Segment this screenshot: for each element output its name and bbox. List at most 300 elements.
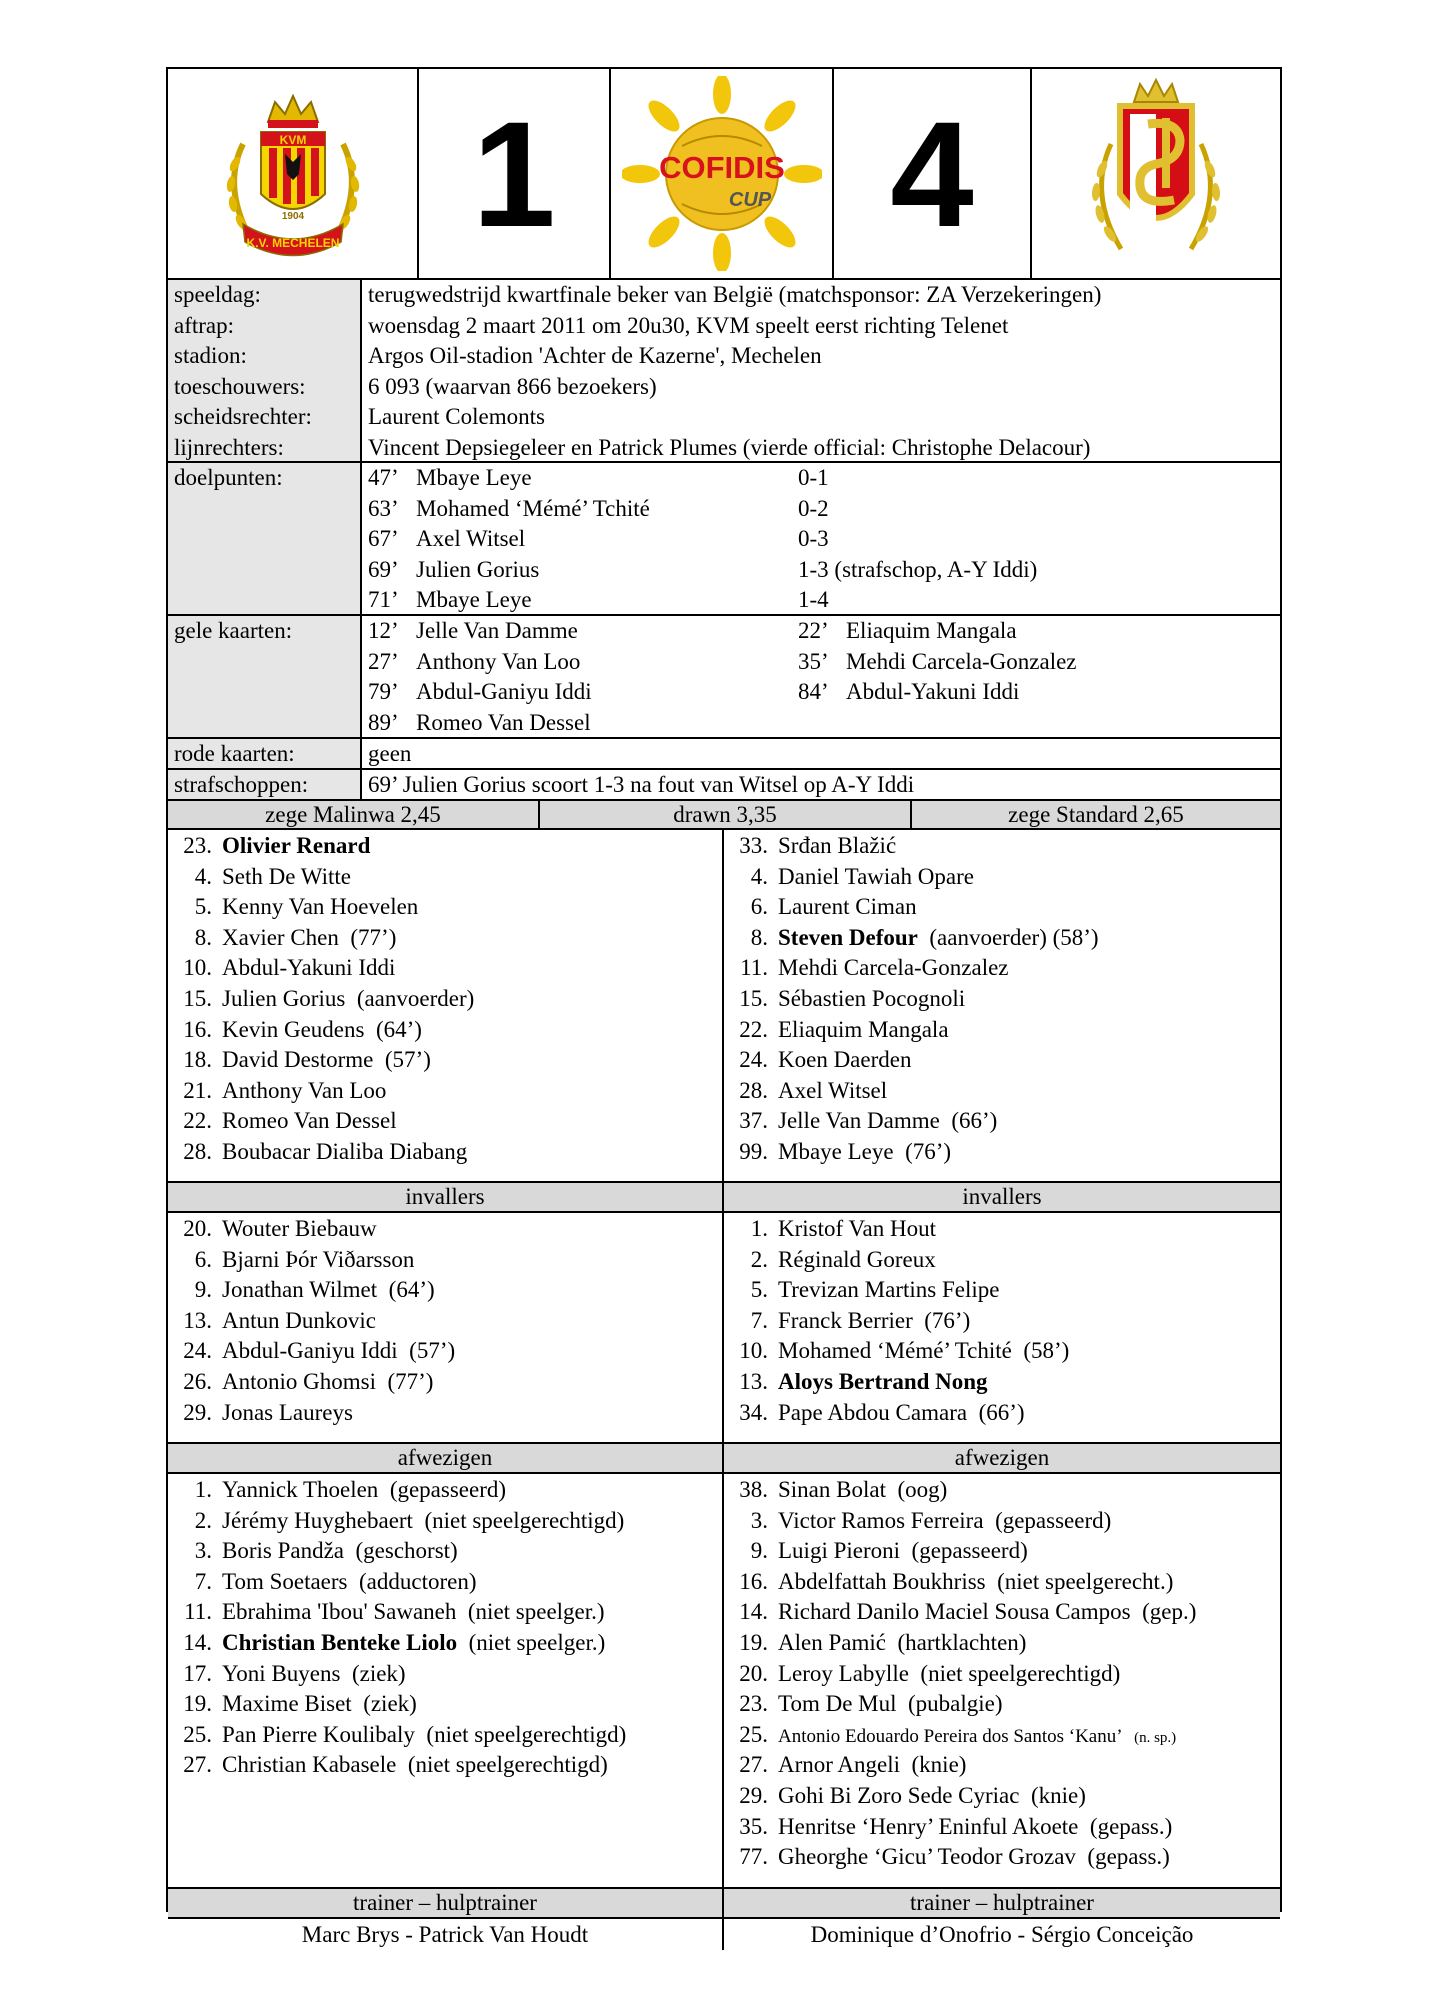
goal-score: 1-4 <box>798 587 829 612</box>
goals-section <box>168 463 1280 616</box>
label-stadion: stadion: <box>174 343 247 368</box>
penalties-label-text: strafschoppen: <box>174 772 309 797</box>
label-aftrap: aftrap: <box>174 312 235 338</box>
absent-row <box>724 1597 1280 1628</box>
absent-row <box>724 1536 1280 1567</box>
player-note: (77’) <box>350 924 397 950</box>
player-name-cell <box>778 1567 1173 1598</box>
player-number: 21. <box>183 1077 212 1103</box>
absent-home <box>168 1474 724 1887</box>
lineup-row <box>724 1015 1280 1046</box>
goal-event <box>368 494 1280 525</box>
player-number: 3. <box>750 1507 768 1533</box>
value-scheidsrechter: Laurent Colemonts <box>368 404 545 429</box>
lineup-row <box>724 1076 1280 1107</box>
goal-scorer: Mbaye Leye <box>416 465 532 490</box>
player-note: (gepass.) <box>1089 1813 1173 1839</box>
player-name: Antun Dunkovic <box>222 1307 376 1333</box>
lineup-row <box>724 1045 1280 1076</box>
absent-row <box>168 1475 722 1506</box>
player-name-cell <box>222 1045 431 1076</box>
away-score-cell <box>834 69 1032 278</box>
player-number: 4. <box>194 863 212 889</box>
penalties-value <box>362 770 1280 799</box>
goals-label-text: doelpunten: <box>174 465 283 490</box>
player-note: (niet speelger.) <box>468 1629 606 1655</box>
player-name: Kevin Geudens <box>222 1016 365 1042</box>
player-name: Steven Defour <box>778 924 918 950</box>
trainer-header <box>168 1889 1280 1919</box>
lineup-row <box>168 892 722 923</box>
subs-header-home: invallers <box>168 1183 724 1211</box>
player-name-cell <box>778 984 965 1015</box>
absent-row <box>168 1567 722 1598</box>
yellow-card-player: Mehdi Carcela-Gonzalez <box>846 648 1077 674</box>
player-name-cell <box>778 1750 966 1781</box>
goal-scorer: Julien Gorius <box>416 556 540 582</box>
standard-liege-logo <box>1076 74 1236 274</box>
player-name-cell <box>778 1842 1170 1873</box>
player-number: 19. <box>739 1629 768 1655</box>
player-number: 13. <box>739 1368 768 1394</box>
player-name-cell <box>778 862 974 893</box>
trainer-header-home: trainer – hulptrainer <box>168 1889 724 1917</box>
yellow-card-player: Romeo Van Dessel <box>416 709 591 735</box>
player-number: 6. <box>750 894 768 920</box>
lineup-home <box>168 830 724 1181</box>
absent-row <box>724 1689 1280 1720</box>
player-name: Antonio Edouardo Pereira dos Santos ‘Kanu’ <box>778 1725 1123 1747</box>
player-name: Srđan Blažić <box>778 833 897 858</box>
lineup-away <box>724 830 1280 1181</box>
value-speeldag: terugwedstrijd kwartfinale beker van België (matchsponsor: ZA Verzekeringen) <box>368 282 1102 307</box>
yellow-card-minute: 27’ <box>368 648 399 674</box>
cup-logo-main: COFIDIS <box>658 150 785 185</box>
player-note: (58’) <box>1023 1338 1070 1364</box>
player-number: 5. <box>750 1277 768 1303</box>
player-number: 20. <box>739 1660 768 1686</box>
player-name-cell <box>222 1506 624 1537</box>
player-name-cell <box>222 1475 506 1506</box>
player-name: Luigi Pieroni <box>778 1538 901 1564</box>
yellow-card-away <box>798 647 1228 678</box>
player-name-cell <box>778 1245 936 1276</box>
player-number: 17. <box>183 1660 212 1686</box>
player-name: Romeo Van Dessel <box>222 1108 397 1134</box>
yellow-card-away <box>798 708 1228 739</box>
player-name: Henritse ‘Henry’ Eninful Akoete <box>778 1813 1079 1839</box>
player-name: Jonas Laureys <box>222 1399 353 1425</box>
substitutes <box>168 1213 1280 1444</box>
player-number: 38. <box>739 1477 768 1502</box>
player-name-cell <box>778 953 1009 984</box>
player-number: 8. <box>750 924 768 950</box>
penalties-label <box>168 770 362 799</box>
player-name-cell <box>778 1367 988 1398</box>
player-name: Richard Danilo Maciel Sousa Campos <box>778 1599 1131 1625</box>
cofidis-cup-logo <box>622 76 822 271</box>
lineups <box>168 830 1280 1183</box>
player-name: Mohamed ‘Mémé’ Tchité <box>778 1338 1012 1364</box>
sub-row <box>724 1275 1280 1306</box>
player-note: (77’) <box>387 1368 434 1394</box>
red-cards-value <box>362 739 1280 768</box>
player-name: Franck Berrier <box>778 1307 913 1333</box>
player-note: (76’) <box>924 1307 971 1333</box>
player-note: (niet speelgerechtigd) <box>407 1752 608 1778</box>
player-name-cell <box>222 1536 458 1567</box>
player-name: Gohi Bi Zoro Sede Cyriac <box>778 1782 1020 1808</box>
goal-score: 0-2 <box>798 495 829 521</box>
yellow-card-row <box>368 708 1280 739</box>
player-name-cell <box>778 1475 947 1506</box>
player-name-cell <box>222 1076 386 1107</box>
player-number: 22. <box>739 1016 768 1042</box>
kv-mechelen-logo <box>213 84 373 264</box>
goal-score: 1-3 (strafschop, A-Y Iddi) <box>798 556 1038 582</box>
player-note: (niet speelgerechtigd) <box>426 1721 627 1747</box>
player-name: Seth De Witte <box>222 863 351 889</box>
player-name-cell <box>222 1245 414 1276</box>
home-logo-cell <box>168 69 419 278</box>
player-name: Tom Soetaers <box>222 1568 348 1594</box>
yellow-card-home <box>368 677 798 708</box>
absent-row <box>724 1506 1280 1537</box>
away-score: 4 <box>890 89 974 258</box>
player-name: Réginald Goreux <box>778 1246 936 1272</box>
yellow-card-player: Jelle Van Damme <box>416 618 578 643</box>
player-number: 24. <box>183 1338 212 1364</box>
player-name-cell <box>222 1214 377 1245</box>
player-name: Abdul-Yakuni Iddi <box>222 955 396 981</box>
player-note: (knie) <box>911 1752 967 1778</box>
yellow-card-away <box>798 677 1228 708</box>
player-number: 33. <box>739 833 768 858</box>
player-number: 14. <box>183 1629 212 1655</box>
goal-minute: 69’ <box>368 556 399 582</box>
penalties-section <box>168 770 1280 801</box>
player-name: Christian Kabasele <box>222 1752 397 1778</box>
absent-row <box>724 1750 1280 1781</box>
sub-row <box>168 1245 722 1276</box>
player-number: 19. <box>183 1691 212 1717</box>
player-number: 28. <box>739 1077 768 1103</box>
player-name: Sinan Bolat <box>778 1477 886 1502</box>
player-name: Christian Benteke Liolo <box>222 1629 458 1655</box>
player-number: 25. <box>183 1721 212 1747</box>
player-name-cell <box>778 1076 887 1107</box>
player-name: Yannick Thoelen <box>222 1477 379 1502</box>
red-cards-section <box>168 739 1280 770</box>
player-number: 27. <box>739 1752 768 1778</box>
player-name: Bjarni Þór Viðarsson <box>222 1246 415 1272</box>
yellow-card-minute: 79’ <box>368 679 399 704</box>
sub-row <box>724 1306 1280 1337</box>
player-note: (76’) <box>905 1138 952 1164</box>
sub-row <box>168 1214 722 1245</box>
player-number: 18. <box>183 1047 212 1073</box>
lineup-row <box>168 831 722 862</box>
player-number: 34. <box>739 1399 768 1425</box>
absent-row <box>168 1750 722 1781</box>
absent-row <box>168 1689 722 1720</box>
player-number: 14. <box>739 1599 768 1625</box>
player-name: Jonathan Wilmet <box>222 1277 378 1303</box>
sub-row <box>168 1336 722 1367</box>
player-name-cell <box>778 1597 1196 1628</box>
lineup-row <box>168 1045 722 1076</box>
player-name: Xavier Chen <box>222 924 339 950</box>
player-number: 25. <box>739 1721 768 1747</box>
player-number: 15. <box>183 985 212 1011</box>
lineup-row <box>724 862 1280 893</box>
player-note: (64’) <box>375 1016 422 1042</box>
lineup-row <box>168 923 722 954</box>
player-name: Anthony Van Loo <box>222 1077 387 1103</box>
player-name-cell <box>222 1659 406 1690</box>
lineup-row <box>168 1137 722 1168</box>
sub-row <box>168 1306 722 1337</box>
player-number: 16. <box>739 1568 768 1594</box>
player-note: (aanvoerder) <box>356 985 475 1011</box>
red-cards-label-text: rode kaarten: <box>174 741 295 766</box>
player-name: Boubacar Dialiba Diabang <box>222 1138 468 1164</box>
player-name-cell <box>778 1045 911 1076</box>
goal-minute: 47’ <box>368 465 399 490</box>
player-name: Abdul-Ganiyu Iddi <box>222 1338 398 1364</box>
player-number: 11. <box>184 1599 212 1625</box>
absent-row <box>724 1567 1280 1598</box>
score-header <box>168 69 1280 280</box>
player-number: 2. <box>194 1507 212 1533</box>
player-number: 37. <box>739 1108 768 1134</box>
goal-event <box>368 555 1280 586</box>
player-note: (niet speelgerechtigd) <box>424 1507 625 1533</box>
player-number: 26. <box>183 1368 212 1394</box>
player-note: (knie) <box>1030 1782 1086 1808</box>
player-name-cell <box>222 1628 605 1659</box>
player-name: Alen Pamić <box>778 1629 886 1655</box>
player-name: Arnor Angeli <box>778 1752 901 1778</box>
absent-header-away: afwezigen <box>954 1445 1050 1470</box>
player-number: 3. <box>194 1538 212 1564</box>
player-number: 13. <box>183 1307 212 1333</box>
player-name-cell <box>222 923 396 954</box>
player-note: (oog) <box>897 1477 948 1502</box>
player-number: 7. <box>750 1307 768 1333</box>
sub-row <box>168 1367 722 1398</box>
lineup-row <box>168 1106 722 1137</box>
goal-score: 0-3 <box>798 526 829 551</box>
player-name: Yoni Buyens <box>222 1660 341 1686</box>
lineup-row <box>724 892 1280 923</box>
player-name: Kenny Van Hoevelen <box>222 894 419 920</box>
player-name-cell <box>778 1275 999 1306</box>
player-number: 10. <box>739 1338 768 1364</box>
player-name: Gheorghe ‘Gicu’ Teodor Grozav <box>778 1844 1076 1870</box>
player-name-cell <box>222 1367 433 1398</box>
player-name-cell <box>778 923 1099 954</box>
player-note: (niet speelgerechtigd) <box>920 1660 1121 1686</box>
absent-row <box>724 1781 1280 1812</box>
player-name-cell <box>222 1137 467 1168</box>
subs-away <box>724 1213 1280 1442</box>
player-name-cell <box>222 1336 455 1367</box>
goal-minute: 63’ <box>368 495 399 521</box>
info-values <box>362 280 1280 461</box>
player-note: (niet speelgerecht.) <box>997 1568 1174 1594</box>
player-name-cell <box>778 1137 951 1168</box>
yellow-card-minute: 35’ <box>798 648 829 674</box>
yellow-card-player: Abdul-Yakuni Iddi <box>846 679 1020 704</box>
yellow-card-home <box>368 647 798 678</box>
player-name: Wouter Biebauw <box>222 1216 377 1241</box>
player-number: 5. <box>194 894 212 920</box>
value-aftrap: woensdag 2 maart 2011 om 20u30, KVM speelt eerst richting Telenet <box>368 312 1009 338</box>
player-name: Daniel Tawiah Opare <box>778 863 974 889</box>
player-number: 24. <box>739 1047 768 1073</box>
player-name-cell <box>778 1536 1028 1567</box>
value-lijnrechters: Vincent Depsiegeleer en Patrick Plumes (vierde official: Christophe Delacour) <box>368 434 1091 460</box>
player-number: 10. <box>183 955 212 981</box>
yellow-card-row <box>368 616 1280 647</box>
player-note: (pubalgie) <box>908 1691 1003 1717</box>
player-name-cell <box>222 1015 422 1046</box>
player-name-cell <box>222 862 351 893</box>
yellow-cards-list <box>362 616 1280 737</box>
player-name-cell <box>778 1214 936 1245</box>
goal-event <box>368 524 1280 555</box>
absent-row <box>724 1812 1280 1843</box>
odds-row <box>168 801 1280 830</box>
yellow-card-home <box>368 708 798 739</box>
player-name: Mbaye Leye <box>778 1138 894 1164</box>
player-name: Sébastien Pocognoli <box>778 985 966 1011</box>
goal-scorer: Mohamed ‘Mémé’ Tchité <box>416 495 650 521</box>
label-lijnrechters: lijnrechters: <box>174 434 284 460</box>
info-labels <box>168 280 362 461</box>
player-note: (66’) <box>951 1108 998 1134</box>
player-name-cell <box>222 892 418 923</box>
absent-header <box>168 1444 1280 1474</box>
player-name-cell <box>778 1812 1172 1843</box>
player-name: Pape Abdou Camara <box>778 1399 968 1425</box>
player-name-cell <box>222 1567 477 1598</box>
player-note: (n. sp.) <box>1134 1729 1177 1746</box>
absent-row <box>168 1536 722 1567</box>
player-note: (ziek) <box>363 1691 417 1717</box>
goal-scorer: Axel Witsel <box>416 526 526 551</box>
player-number: 6. <box>194 1246 212 1272</box>
away-logo-cell <box>1032 69 1280 278</box>
player-name-cell <box>222 1720 626 1751</box>
odds-away: zege Standard 2,65 <box>1008 802 1184 827</box>
player-number: 2. <box>750 1246 768 1272</box>
goal-score: 0-1 <box>798 465 829 490</box>
player-note: (gepass.) <box>1087 1844 1170 1870</box>
absent-row <box>168 1720 722 1751</box>
player-note: (gep.) <box>1142 1599 1197 1625</box>
trainers <box>168 1919 1280 1950</box>
player-name: Olivier Renard <box>222 833 371 858</box>
player-name: Antonio Ghomsi <box>222 1368 376 1394</box>
player-note: (57’) <box>409 1338 456 1364</box>
player-number: 9. <box>194 1277 212 1303</box>
yellow-cards-section <box>168 616 1280 739</box>
match-sheet <box>166 67 1282 1947</box>
player-note: (geschorst) <box>355 1538 458 1564</box>
absent-row <box>168 1659 722 1690</box>
player-number: 23. <box>739 1691 768 1717</box>
player-name-cell <box>222 1398 353 1429</box>
player-number: 27. <box>183 1752 212 1778</box>
lineup-row <box>168 1015 722 1046</box>
absent-row <box>724 1659 1280 1690</box>
trainers-home: Marc Brys - Patrick Van Houdt <box>168 1919 724 1950</box>
yellow-card-player: Eliaquim Mangala <box>846 618 1017 643</box>
player-name: Ebrahima 'Ibou' Sawaneh <box>222 1599 457 1625</box>
player-name-cell <box>778 1781 1086 1812</box>
player-name-cell <box>222 1750 608 1781</box>
player-number: 11. <box>740 955 768 981</box>
player-number: 9. <box>750 1538 768 1564</box>
absent-away <box>724 1474 1280 1887</box>
player-name: Jérémy Huyghebaert <box>222 1507 413 1533</box>
player-number: 99. <box>739 1138 768 1164</box>
player-name: Tom De Mul <box>778 1691 897 1717</box>
player-name: Abdelfattah Boukhriss <box>778 1568 986 1594</box>
goal-scorer: Mbaye Leye <box>416 587 532 612</box>
yellow-cards-label <box>168 616 362 737</box>
player-name: David Destorme <box>222 1047 374 1073</box>
cup-logo-cell <box>611 69 834 278</box>
player-note: (hartklachten) <box>897 1629 1027 1655</box>
player-note: (gepasseerd) <box>995 1507 1112 1533</box>
player-name-cell <box>778 892 917 923</box>
player-number: 15. <box>739 985 768 1011</box>
yellow-card-minute: 12’ <box>368 618 399 643</box>
home-logo-text: KVM <box>279 132 306 147</box>
player-name-cell <box>222 984 474 1015</box>
absentees <box>168 1474 1280 1889</box>
sub-row <box>724 1214 1280 1245</box>
player-name-cell <box>222 1689 417 1720</box>
absent-row <box>724 1842 1280 1873</box>
player-name-cell <box>778 831 896 862</box>
lineup-row <box>724 1106 1280 1137</box>
player-name-cell <box>222 1597 605 1628</box>
home-score: 1 <box>472 89 556 258</box>
goal-event <box>368 463 1280 494</box>
sub-row <box>724 1245 1280 1276</box>
player-number: 35. <box>739 1813 768 1839</box>
player-number: 20. <box>183 1216 212 1241</box>
goal-event <box>368 585 1280 616</box>
red-cards-value-text: geen <box>368 741 412 766</box>
absent-row <box>724 1720 1280 1751</box>
player-number: 8. <box>194 924 212 950</box>
home-score-cell <box>419 69 611 278</box>
yellow-card-minute: 22’ <box>798 618 829 643</box>
player-name-cell <box>778 1628 1026 1659</box>
goals-list <box>362 463 1280 614</box>
lineup-row <box>168 1076 722 1107</box>
player-name: Eliaquim Mangala <box>778 1016 949 1042</box>
odds-draw: drawn 3,35 <box>540 801 912 828</box>
player-note: (ziek) <box>351 1660 406 1686</box>
player-name-cell <box>778 1506 1111 1537</box>
yellow-card-away <box>798 616 1228 647</box>
